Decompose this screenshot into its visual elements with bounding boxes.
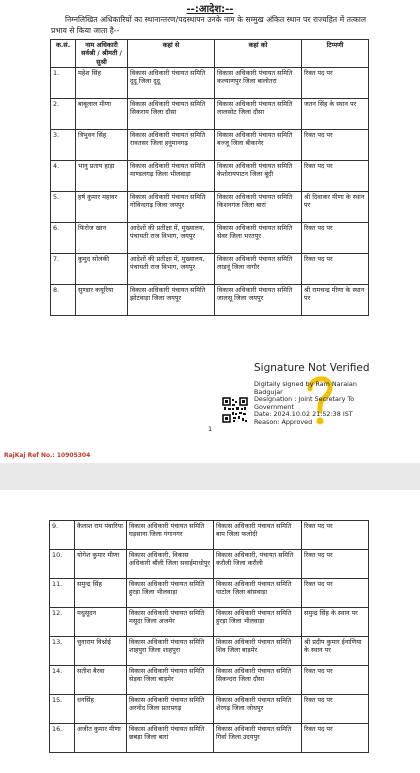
transfer-table-page-2 — [49, 520, 369, 753]
row-to-post: विकास अधिकारी पंचायत समिति बाप जिला फलोदी — [214, 521, 302, 550]
row-to-post: विकास अधिकारी पंचायत समिति लाडनूं जिला नागौर — [215, 253, 302, 284]
row-officer-name: बाबूलाल मीणा — [76, 98, 128, 129]
table-row — [50, 637, 369, 666]
table-row — [51, 160, 369, 191]
table-header-row — [51, 40, 369, 68]
row-officer-name: भानु प्रताप हाड़ा — [76, 160, 128, 191]
row-officer-name: समुन्द्र सिंह — [75, 579, 127, 608]
row-officer-name: चुनाराम विश्नोई — [75, 637, 127, 666]
row-to-post: विकास अधिकारी पंचायत समिति शेरगढ़ जिला जोधपुर — [214, 695, 302, 724]
row-from-post: विकास अधिकारी पंचायत समिति हुरड़ा जिला भीलवाड़ा — [127, 579, 214, 608]
row-remark: रिक्त पद पर — [302, 160, 369, 191]
signature-details — [254, 381, 404, 427]
row-serial: 13. — [50, 637, 75, 666]
row-serial: 12. — [50, 608, 75, 637]
row-officer-name: मधुसूदन — [75, 608, 127, 637]
row-serial: 16. — [50, 724, 75, 753]
row-to-post: विकास अधिकारी पंचायत समिति किशनगंज जिला बारां — [215, 191, 302, 222]
row-remark: रिक्त पद पर — [302, 666, 369, 695]
row-to-post: विकास अधिकारी पंचायत समिति जालसू जिला जयपुर — [215, 284, 302, 315]
row-officer-name: योगेश कुमार मीणा — [75, 550, 127, 579]
row-from-post: विकास अधिकारी पंचायत समिति छबड़ा जिला बारां — [127, 724, 214, 753]
row-remark: रिक्त पद पर — [302, 695, 369, 724]
row-serial: 4. — [51, 160, 76, 191]
row-serial: 5. — [51, 191, 76, 222]
row-from-post: विकास अधिकारी, विकास अधिकारी बौंली जिला सवाईमाधोपुर — [127, 550, 214, 579]
order-intro-paragraph: निम्नलिखित अधिकारियों का स्थानान्तरण/पदस्थापन उनके नाम के सम्मुख अंकित स्थान पर राज्यहित में तत्काल प्रभाव से किया जाता है-- — [51, 15, 366, 35]
row-remark: रिक्त पद पर — [302, 521, 369, 550]
row-to-post: विकास अधिकारी पंचायत समिति घाटोल जिला बांसवाड़ा — [214, 579, 302, 608]
row-from-post: विकास अधिकारी पंचायत समिति सेड़वा जिला बाड़मेर — [127, 666, 214, 695]
qr-code-icon — [222, 397, 248, 423]
row-serial: 1. — [51, 67, 76, 98]
row-officer-name: सुण्डार कयूरिया — [76, 284, 128, 315]
row-officer-name: धनसिंह — [75, 695, 127, 724]
row-serial: 10. — [50, 550, 75, 579]
row-from-post: विकास अधिकारी पंचायत समिति झोटवाड़ा जिला जयपुर — [128, 284, 215, 315]
signature-status: Signature Not Verified — [254, 362, 370, 374]
row-from-post: विकास अधिकारी पंचायत समिति रावतसर जिला हनुमानगढ़ — [128, 129, 215, 160]
row-from-post: विकास अधिकारी पंचायत समिति अरनोद जिला प्रतापगढ़ — [127, 695, 214, 724]
row-remark: रिक्त पद पर — [302, 129, 369, 160]
row-to-post: विकास अधिकारी पंचायत समिति सिकन्दरा जिला दौसा — [214, 666, 302, 695]
row-serial: 3. — [51, 129, 76, 160]
row-officer-name: महेश सिंह — [76, 67, 128, 98]
row-to-post: विकास अधिकारी पंचायत समिति हुरड़ा जिला भीलवाड़ा — [214, 608, 302, 637]
row-from-post: विकास अधिकारी पंचायत समिति माण्डलगढ़ जिला भीलवाड़ा — [128, 160, 215, 191]
row-from-post: विकास अधिकारी पंचायत समिति दूदू जिला दूदू — [128, 67, 215, 98]
table-row — [51, 67, 369, 98]
row-to-post: विकास अधिकारी पंचायत समिति सेवर जिला भरतपुर — [215, 222, 302, 253]
row-from-post: आदेशों की प्रतीक्षा में, मुख्यालय, पंचायती राज विभाग, जयपुर — [128, 222, 215, 253]
row-to-post: विकास अधिकारी, पंचायत समिति करौली जिला करौली — [214, 550, 302, 579]
signature-signed-by: Digitally signed by Ram Naraian — [254, 380, 357, 388]
row-remark: समुन्द्र सिंह के स्थान पर — [302, 608, 369, 637]
row-remark: रिक्त पद पर — [302, 550, 369, 579]
row-serial: 11. — [50, 579, 75, 608]
row-to-post: विकास अधिकारी पंचायत समिति बज्जू जिला बीकानेर — [215, 129, 302, 160]
table-row — [50, 608, 369, 637]
row-serial: 7. — [51, 253, 76, 284]
header-from: कहां से — [128, 40, 215, 68]
row-remark: श्री रामचन्द्र मीणा के स्थान पर — [302, 284, 369, 315]
row-from-post: आदेशों की प्रतीक्षा में, मुख्यालय, पंचायती राज विभाग, जयपुर — [128, 253, 215, 284]
page-number: 1 — [208, 425, 213, 433]
row-serial: 2. — [51, 98, 76, 129]
row-remark: जतन सिंह के स्थान पर — [302, 98, 369, 129]
row-serial: 8. — [51, 284, 76, 315]
row-from-post: विकास अधिकारी पंचायत समिति मसूदा जिला अजमेर — [127, 608, 214, 637]
row-serial: 15. — [50, 695, 75, 724]
page-separator — [0, 463, 420, 490]
signature-date: Date: 2024.10.02 21:52:38 IST — [254, 410, 353, 419]
table-row — [50, 695, 369, 724]
row-officer-name: त्रिभुवन सिंह — [76, 129, 128, 160]
row-officer-name: अजीत कुमार मीणा — [75, 724, 127, 753]
row-from-post: विकास अधिकारी पंचायत समिति गोविन्दगढ़ जिला जयपुर — [128, 191, 215, 222]
table-row — [51, 253, 369, 284]
order-heading: --:आदेश:-- — [186, 4, 234, 15]
signature-reason: Reason: Approved — [254, 417, 313, 426]
signature-designation-cont: Government — [254, 402, 294, 411]
table-row — [51, 284, 369, 315]
row-remark: रिक्त पद पर — [302, 222, 369, 253]
row-to-post: विकास अधिकारी पंचायत समिति लालसोट जिला दौसा — [215, 98, 302, 129]
row-remark: रिक्त पद पर — [302, 253, 369, 284]
row-remark: श्री दिवाकर मीणा के स्थान पर — [302, 191, 369, 222]
table-row — [50, 521, 369, 550]
header-serial: क.सं. — [51, 40, 76, 68]
header-name: नाम अधिकारी सर्वश्री / श्रीमती / सुश्री — [76, 40, 128, 68]
row-to-post: विकास अधिकारी पंचायत समिति कल्याणपुर जिला बालोतरा — [215, 67, 302, 98]
row-remark: श्री प्रदीप कुमार ईनाणिया के स्थान पर — [302, 637, 369, 666]
header-to: कहां को — [215, 40, 302, 68]
row-officer-name: फिरोज खान — [76, 222, 128, 253]
row-from-post: विकास अधिकारी पंचायत समिति घड़साना जिला गंगानगर — [127, 521, 214, 550]
table-row — [51, 129, 369, 160]
table-row — [50, 724, 369, 753]
row-to-post: विकास अधिकारी पंचायत समिति शिव जिला बाड़मेर — [214, 637, 302, 666]
row-officer-name: सतीश बैरवा — [75, 666, 127, 695]
row-serial: 14. — [50, 666, 75, 695]
row-remark: रिक्त पद पर — [302, 67, 369, 98]
row-officer-name: कैलाश राम पंवारिया — [75, 521, 127, 550]
rajkaj-reference: RajKaj Ref No.: 10905304 — [4, 452, 91, 459]
row-serial: 6. — [51, 222, 76, 253]
row-officer-name: कुमुद सोलंकी — [76, 253, 128, 284]
table-row — [50, 579, 369, 608]
row-from-post: विकास अधिकारी पंचायत समिति सिकराय जिला दौसा — [128, 98, 215, 129]
table-row — [51, 98, 369, 129]
header-remark: टिप्पणी — [302, 40, 369, 68]
signature-designation: Designation : Joint Secretary To — [254, 395, 355, 404]
table-row — [51, 222, 369, 253]
document-page-2 — [0, 490, 420, 773]
row-from-post: विकास अधिकारी पंचायत समिति शाहपुरा जिला शाहपुरा — [127, 637, 214, 666]
table-row — [51, 191, 369, 222]
row-remark: रिक्त पद पर — [302, 724, 369, 753]
table-row — [50, 550, 369, 579]
row-serial: 9. — [50, 521, 75, 550]
signature-signer-surname: Badgujar — [254, 387, 283, 396]
transfer-table-page-1 — [50, 39, 369, 316]
row-to-post: विकास अधिकारी पंचायत समिति केशोरायपाटन जिला बूंदी — [215, 160, 302, 191]
table-row — [50, 666, 369, 695]
row-remark: रिक्त पद पर — [302, 579, 369, 608]
row-officer-name: हर्ष कुमार महावर — [76, 191, 128, 222]
row-to-post: विकास अधिकारी पंचायत समिति गिर्वा जिला उदयपुर — [214, 724, 302, 753]
